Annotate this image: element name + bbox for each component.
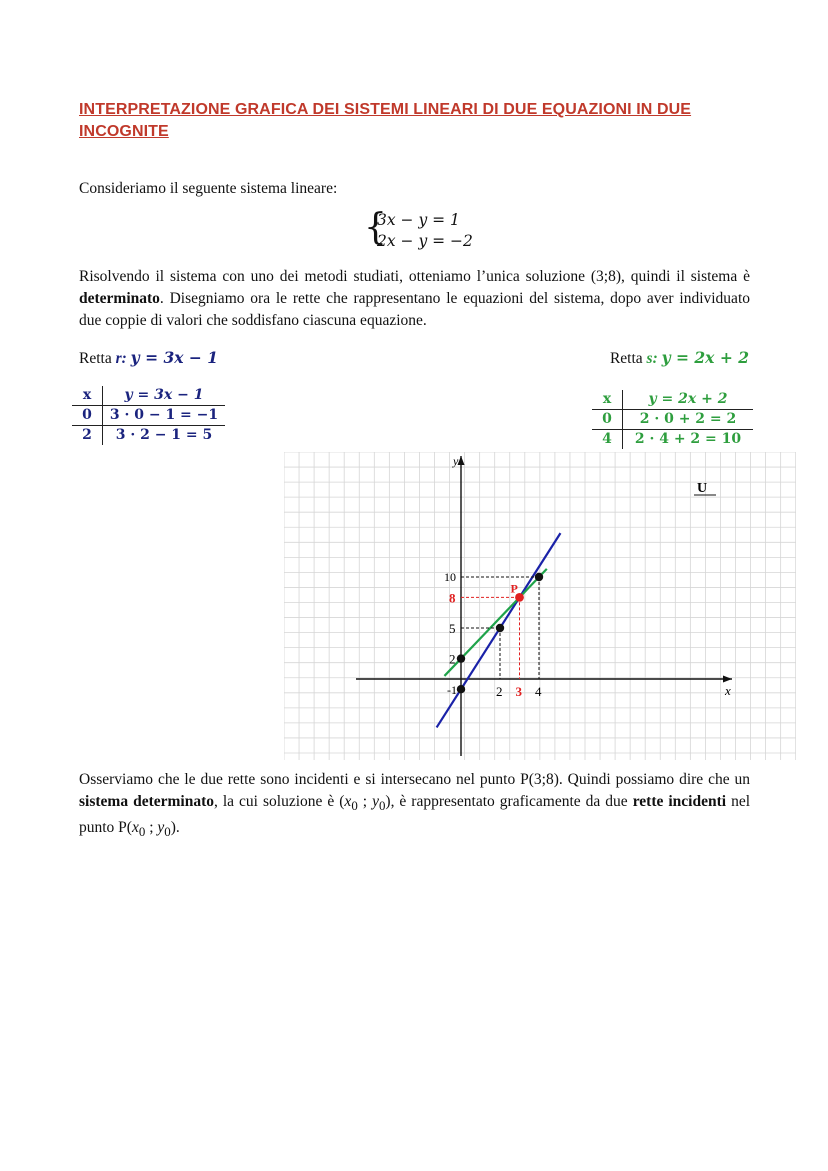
y0-symbol: y: [372, 793, 379, 810]
table-cell: 0: [72, 406, 103, 426]
data-point: [457, 654, 465, 662]
bold-determinato: determinato: [79, 290, 160, 307]
x-axis-label: x: [725, 683, 731, 698]
y-tick-label-solution: 8: [449, 590, 456, 606]
paragraph-text: Risolvendo il sistema con uno dei metodi studiati, otteniamo l’unica soluzione (3;8), quindi il sistema è: [79, 268, 750, 285]
paragraph-conclusion: [79, 769, 750, 843]
data-point: [457, 685, 465, 693]
x0-subscript: 0: [351, 798, 358, 814]
solution-point-label: P: [510, 581, 518, 596]
conclusion-text: nel punto P(: [79, 793, 751, 837]
line-r-equation: y = 3x − 1: [130, 348, 219, 367]
table-header-y: y = 3x − 1: [103, 386, 226, 406]
data-point: [535, 573, 543, 581]
table-header-y: y = 2x + 2: [623, 390, 754, 410]
table-cell: 3 · 0 − 1 = −1: [103, 406, 226, 426]
x-tick-label: 2: [496, 684, 503, 699]
line-s-label: [610, 348, 749, 368]
y-tick-label: 10: [444, 570, 456, 584]
intro-text: Consideriamo il seguente sistema lineare:: [79, 180, 338, 197]
conclusion-text: ).: [170, 819, 180, 837]
y-axis-label: y: [453, 454, 459, 468]
conclusion-text: , la cui soluzione è (: [214, 793, 345, 810]
x-tick-label: 4: [535, 684, 542, 699]
system-brace: {: [364, 207, 387, 248]
retta-prefix: Retta: [609, 350, 647, 367]
data-point: [496, 624, 504, 632]
table-header-x: x: [592, 390, 623, 410]
table-cell: 4: [592, 430, 623, 450]
unit-label: U: [697, 481, 708, 496]
line-s-name: s:: [646, 350, 658, 367]
retta-prefix: Retta: [79, 350, 116, 367]
table-cell: 2: [72, 426, 103, 446]
separator: ;: [357, 793, 373, 810]
line-r-label: [79, 348, 218, 368]
x-tick-label-solution: 3: [515, 684, 522, 699]
table-cell: 2 · 0 + 2 = 2: [623, 410, 754, 430]
page-title: INTERPRETAZIONE GRAFICA DEI SISTEMI LINEARI DI DUE EQUAZIONI IN DUE INCOGNITE: [79, 101, 692, 140]
conclusion-text: Osserviamo che le due rette sono incidenti e si intersecano nel punto P(3;8). Quindi possiamo dire che un: [79, 771, 750, 788]
line-r-name: r:: [115, 350, 127, 367]
system-equation-2: 2x − y = −2: [377, 232, 473, 250]
table-line-s: [592, 390, 753, 449]
x0-symbol: x: [344, 793, 352, 810]
paragraph-solution: [79, 266, 750, 332]
x0-symbol: x: [131, 819, 139, 837]
y-tick-label: -1: [447, 683, 457, 698]
separator: ;: [145, 819, 158, 837]
bold-rette-incidenti: rette incidenti: [632, 793, 727, 810]
line-s-equation: y = 2x + 2: [661, 348, 749, 367]
y0-subscript: 0: [164, 824, 171, 840]
table-cell: 3 · 2 − 1 = 5: [115, 427, 213, 443]
y0-subscript: 0: [378, 798, 386, 814]
y0-symbol: y: [157, 819, 165, 837]
table-header-x: x: [72, 386, 103, 406]
table-cell: 2 · 4 + 2 = 10: [634, 431, 742, 447]
conclusion-text: ), è rappresentato graficamente da due: [385, 793, 633, 810]
x0-subscript: 0: [138, 824, 146, 840]
y-tick-label: 2: [449, 651, 456, 667]
y-tick-label: 5: [449, 621, 456, 636]
system-equation-1: 3x − y = 1: [377, 211, 460, 229]
table-line-r: [72, 386, 225, 445]
cartesian-graph: [284, 452, 796, 760]
paragraph-text-continued: . Disegniamo ora le rette che rappresentano le equazioni del sistema, dopo aver individuato due coppie di valori che soddisfano ciascuna equazione.: [79, 290, 750, 329]
bold-sistema-determinato: sistema determinato: [79, 793, 214, 810]
table-cell: 0: [592, 410, 623, 430]
